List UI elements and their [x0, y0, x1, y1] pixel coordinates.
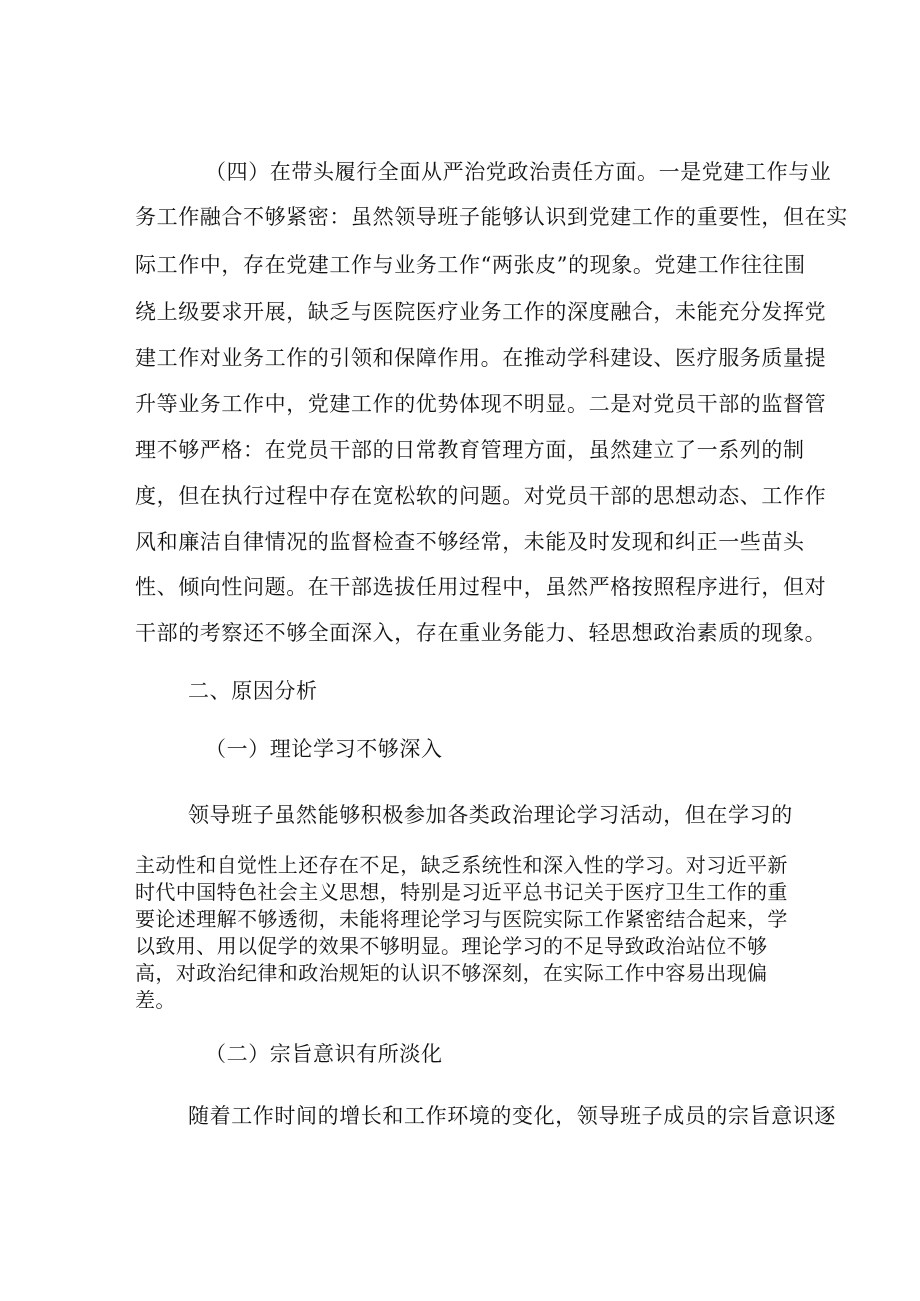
paragraph-line: 升等业务工作中，党建工作的优势体现不明显。二是对党员干部的监督管: [135, 392, 827, 416]
paragraph-line: 差。: [135, 988, 176, 1012]
subsection-heading: （二）宗旨意识有所淡化: [205, 1042, 443, 1066]
paragraph-line: 随着工作时间的增长和工作环境的变化，领导班子成员的宗旨意识逐: [188, 1104, 836, 1128]
paragraph-line: 际工作中，存在党建工作与业务工作“两张皮”的现象。党建工作往往围: [135, 253, 806, 277]
paragraph-line: 以致用、用以促学的效果不够明显。理论学习的不足导致政治站位不够: [135, 934, 768, 958]
paragraph-line: 理不够严格：在党员干部的日常教育管理方面，虽然建立了一系列的制: [135, 438, 805, 462]
paragraph-line: 高，对政治纪律和政治规矩的认识不够深刻，在实际工作中容易出现偏: [135, 961, 768, 985]
paragraph-line: 干部的考察还不够全面深入，存在重业务能力、轻思想政治素质的现象。: [135, 621, 827, 645]
paragraph-line: 绕上级要求开展，缺乏与医院医疗业务工作的深度融合，未能充分发挥党: [135, 300, 827, 324]
subsection-heading: （一）理论学习不够深入: [205, 737, 443, 761]
paragraph-line: 时代中国特色社会主义思想，特别是习近平总书记关于医疗卫生工作的重: [135, 880, 788, 904]
paragraph-line: （四）在带头履行全面从严治党政治责任方面。一是党建工作与业: [205, 160, 832, 184]
paragraph-line: 风和廉洁自律情况的监督检查不够经常，未能及时发现和纠正一些苗头: [135, 530, 805, 554]
paragraph-line: 务工作融合不够紧密：虽然领导班子能够认识到党建工作的重要性，但在实: [135, 205, 848, 229]
section-heading: 二、原因分析: [188, 679, 318, 703]
paragraph-line: 主动性和自觉性上还存在不足，缺乏系统性和深入性的学习。对习近平新: [135, 853, 788, 877]
paragraph-line: 度，但在执行过程中存在宽松软的问题。对党员干部的思想动态、工作作: [135, 484, 827, 508]
paragraph-line: 性、倾向性问题。在干部选拔任用过程中，虽然严格按照程序进行，但对: [135, 575, 827, 599]
paragraph-line: 要论述理解不够透彻，未能将理论学习与医院实际工作紧密结合起来，学: [135, 907, 788, 931]
paragraph-line: 建工作对业务工作的引领和保障作用。在推动学科建设、医疗服务质量提: [135, 346, 827, 370]
paragraph-line: 领导班子虽然能够积极参加各类政治理论学习活动，但在学习的: [188, 803, 793, 827]
